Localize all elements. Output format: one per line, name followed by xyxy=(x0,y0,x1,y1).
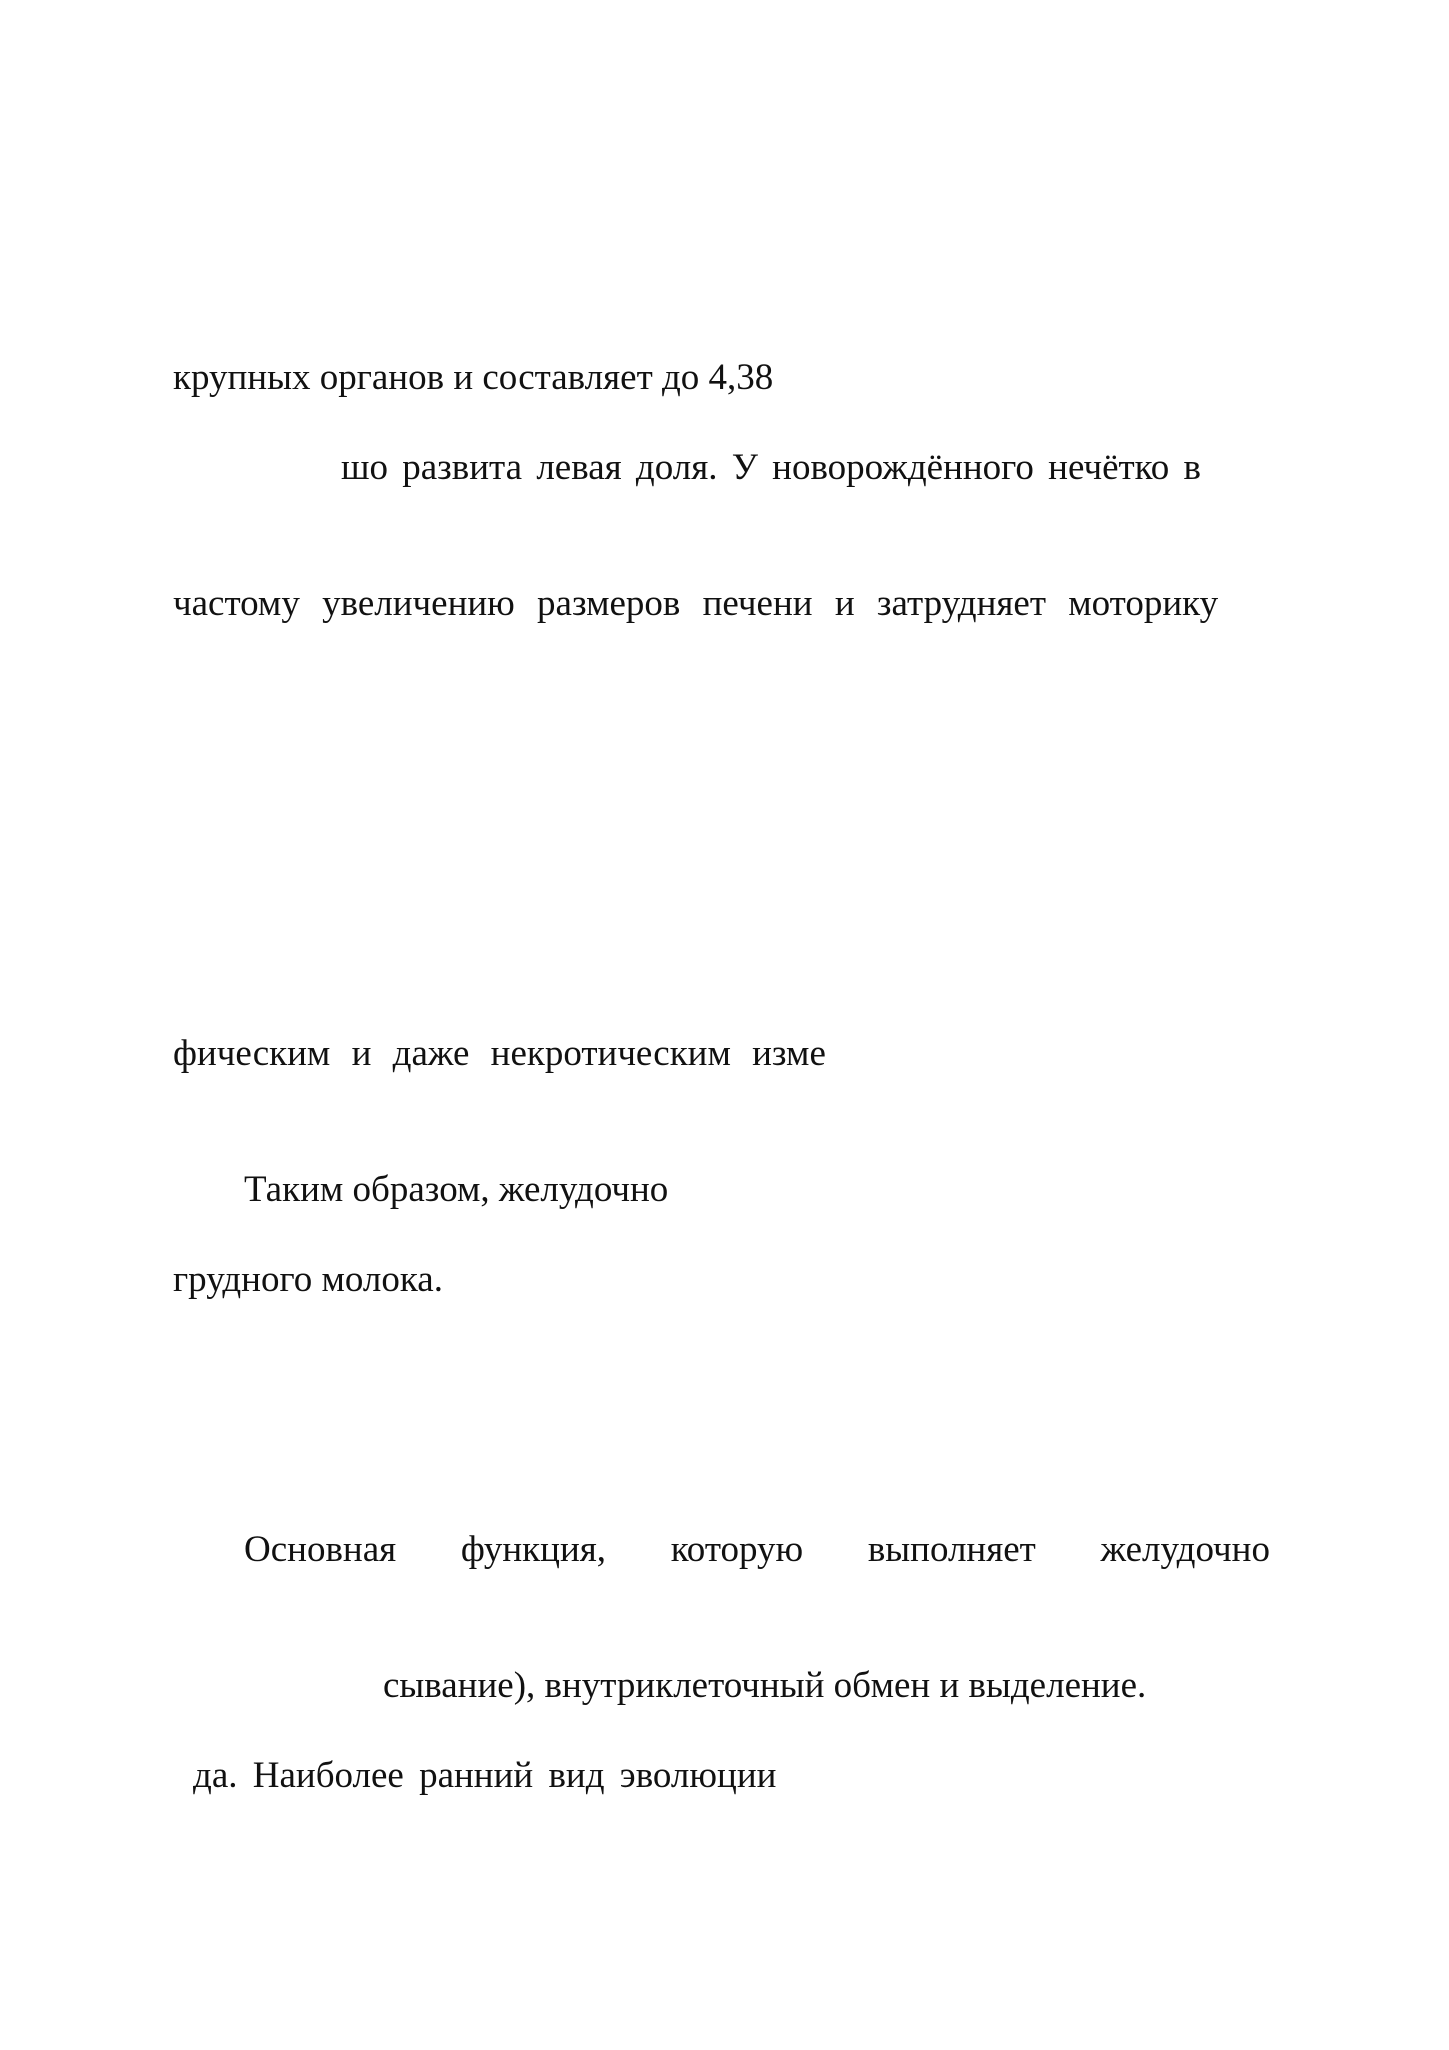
word-5: желудочно xyxy=(1100,1529,1270,1570)
word-1: Основная xyxy=(244,1529,397,1570)
text-line-8: да. Наиболее ранний вид эволюции xyxy=(193,1755,777,1796)
word-2: функция, xyxy=(460,1529,607,1570)
justified-text-line xyxy=(244,1528,1270,1572)
word-4: выполняет xyxy=(867,1529,1036,1570)
text-line-7: сывание), внутриклеточный обмен и выделение. xyxy=(383,1665,1147,1706)
text-line-3: частому увеличению размеров печени и затрудняет моторику xyxy=(173,583,1219,624)
text-line-5: Таким образом, желудочно xyxy=(244,1169,669,1210)
text-line-2: шо развита левая доля. У новорождённого нечётко в xyxy=(341,447,1202,488)
text-line-6: грудного молока. xyxy=(173,1259,443,1300)
word-3: которую xyxy=(670,1529,804,1570)
text-line-4: фическим и даже некротическим изме xyxy=(173,1033,826,1074)
text-line-1: крупных органов и составляет до 4,38 xyxy=(173,357,774,398)
